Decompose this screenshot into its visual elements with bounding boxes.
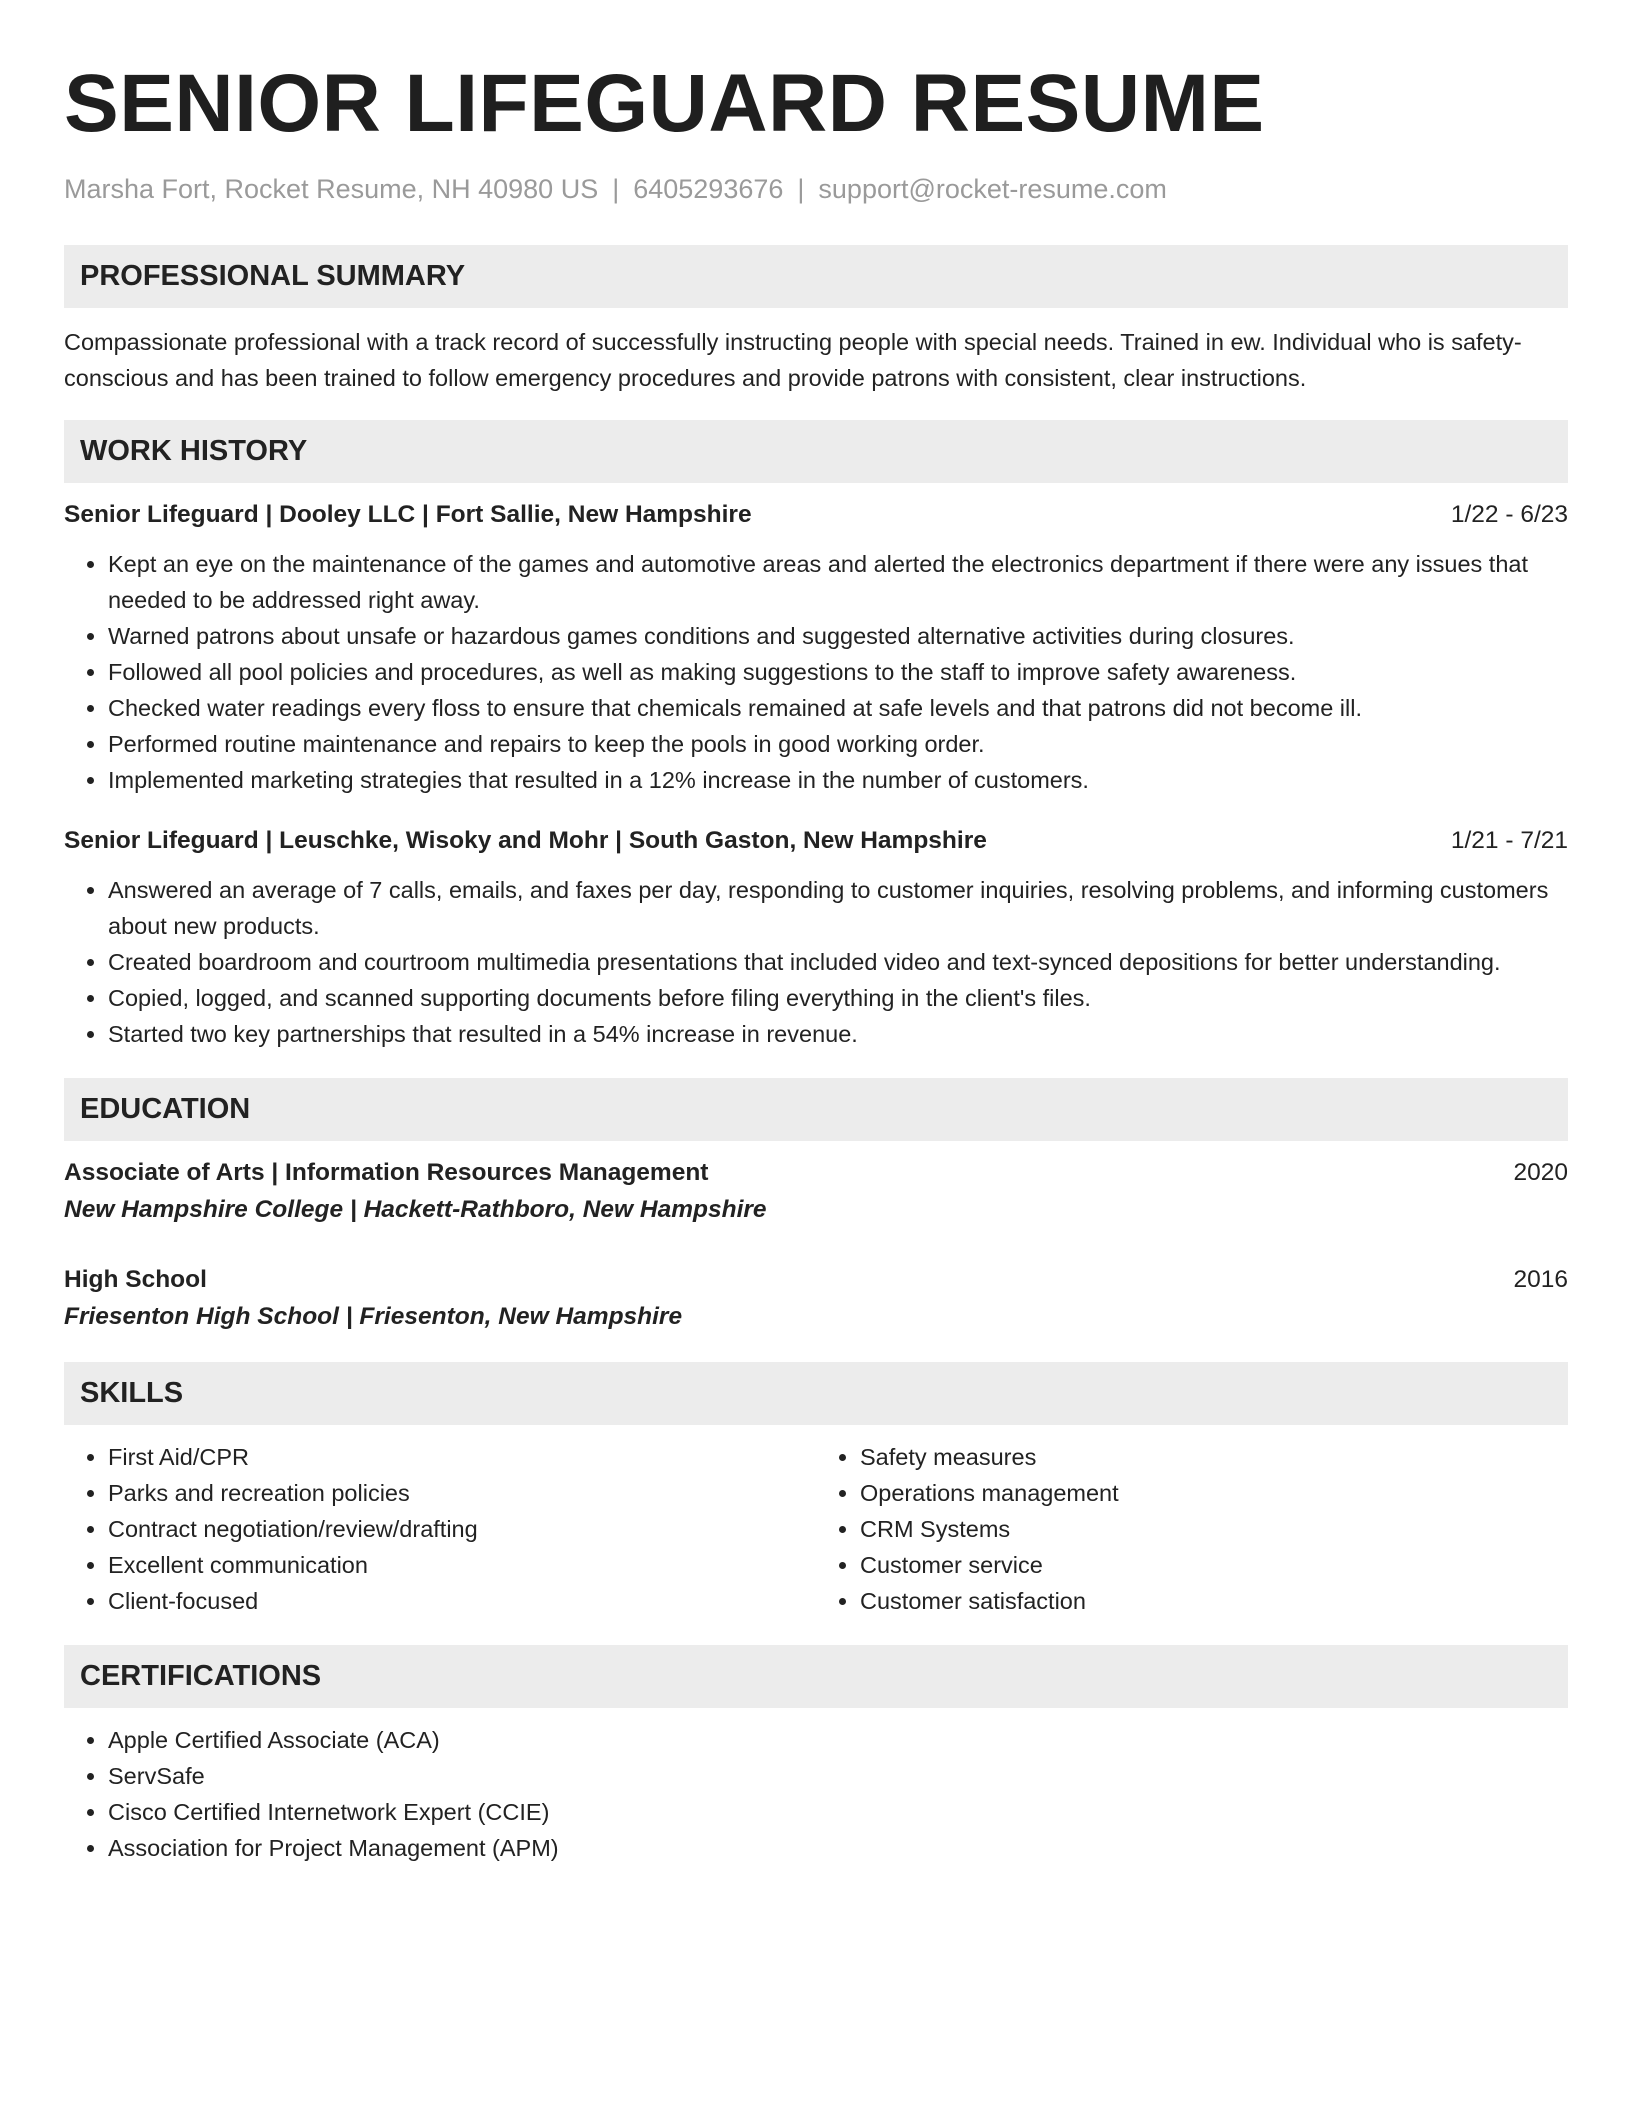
education-year: 2020 [1513, 1159, 1568, 1186]
job-bullet: • Followed all pool policies and procedures, as well as making suggestions to the staff to improve safety awareness. [108, 654, 1568, 690]
certification-item: • Association for Project Management (APM) [108, 1830, 1568, 1866]
section-heading-summary: PROFESSIONAL SUMMARY [64, 245, 1568, 308]
certification-item: • Apple Certified Associate (ACA) [108, 1722, 1568, 1758]
section-heading-skills: SKILLS [64, 1362, 1568, 1425]
skill-item: • Operations management [860, 1475, 1568, 1511]
job-header [64, 824, 1568, 858]
summary-text: Compassionate professional with a track record of successfully instructing people with special needs. Trained in ew. Individual who is safety-conscious and has been trained to follow emergency procedures and provide patrons with consistent, clear instructions. [64, 329, 1522, 391]
certifications-list [64, 1722, 1568, 1866]
education-degree: High School [64, 1266, 207, 1293]
job-bullet: • Copied, logged, and scanned supporting documents before filing everything in the client's files. [108, 980, 1568, 1016]
skill-item: • First Aid/CPR [108, 1439, 816, 1475]
contact-separator: | [612, 174, 620, 204]
job-bullet: • Warned patrons about unsafe or hazardous games conditions and suggested alternative activities during closures. [108, 618, 1568, 654]
job-entry [64, 824, 1568, 1052]
skill-item: • Customer service [860, 1547, 1568, 1583]
section-heading-education: EDUCATION [64, 1078, 1568, 1141]
education-year: 2016 [1513, 1266, 1568, 1293]
job-bullets [64, 872, 1568, 1052]
job-bullet: • Performed routine maintenance and repairs to keep the pools in good working order. [108, 726, 1568, 762]
job-dates: 1/22 - 6/23 [1450, 501, 1568, 528]
job-entry [64, 498, 1568, 798]
certification-item: • ServSafe [108, 1758, 1568, 1794]
contact-line [64, 172, 1568, 206]
section-heading-work-history: WORK HISTORY [64, 420, 1568, 483]
education-school: New Hampshire College | Hackett-Rathboro, New Hampshire [64, 1196, 767, 1223]
job-bullet: • Started two key partnerships that resulted in a 54% increase in revenue. [108, 1016, 1568, 1052]
job-bullets [64, 546, 1568, 798]
education-degree: Associate of Arts | Information Resources Management [64, 1159, 709, 1186]
job-header [64, 498, 1568, 532]
job-bullet: • Checked water readings every floss to ensure that chemicals remained at safe levels and that patrons did not become ill. [108, 690, 1568, 726]
job-bullet: • Created boardroom and courtroom multimedia presentations that included video and text-synced depositions for better understanding. [108, 944, 1568, 980]
job-bullet: • Answered an average of 7 calls, emails, and faxes per day, responding to customer inquiries, resolving problems, and informing customers about new products. [108, 872, 1568, 944]
resume-title: SENIOR LIFEGUARD RESUME [64, 58, 1265, 149]
skill-item: • Excellent communication [108, 1547, 816, 1583]
education-header [64, 1155, 1568, 1191]
contact-separator: | [797, 174, 805, 204]
skill-item: • Client-focused [108, 1583, 816, 1619]
education-entry [64, 1262, 1568, 1336]
certification-item: • Cisco Certified Internetwork Expert (CCIE) [108, 1794, 1568, 1830]
education-school: Friesenton High School | Friesenton, New Hampshire [64, 1303, 683, 1330]
skills-column-right [816, 1439, 1568, 1619]
job-title: Senior Lifeguard | Leuschke, Wisoky and Mohr | South Gaston, New Hampshire [64, 827, 987, 854]
contact-phone: 6405293676 [633, 174, 784, 204]
section-heading-certifications: CERTIFICATIONS [64, 1645, 1568, 1708]
job-dates: 1/21 - 7/21 [1450, 827, 1568, 854]
skill-item: • Safety measures [860, 1439, 1568, 1475]
skill-item: • CRM Systems [860, 1511, 1568, 1547]
contact-email: support@rocket-resume.com [818, 174, 1167, 204]
job-bullet: • Implemented marketing strategies that resulted in a 12% increase in the number of customers. [108, 762, 1568, 798]
job-title: Senior Lifeguard | Dooley LLC | Fort Sallie, New Hampshire [64, 501, 752, 528]
skills-list [64, 1439, 1568, 1619]
job-bullet: • Kept an eye on the maintenance of the games and automotive areas and alerted the electronics department if there were any issues that needed to be addressed right away. [108, 546, 1568, 618]
skill-item: • Customer satisfaction [860, 1583, 1568, 1619]
education-entry [64, 1155, 1568, 1229]
skills-column-left [64, 1439, 816, 1619]
skill-item: • Parks and recreation policies [108, 1475, 816, 1511]
skill-item: • Contract negotiation/review/drafting [108, 1511, 816, 1547]
education-header [64, 1262, 1568, 1298]
contact-address: Marsha Fort, Rocket Resume, NH 40980 US [64, 174, 599, 204]
